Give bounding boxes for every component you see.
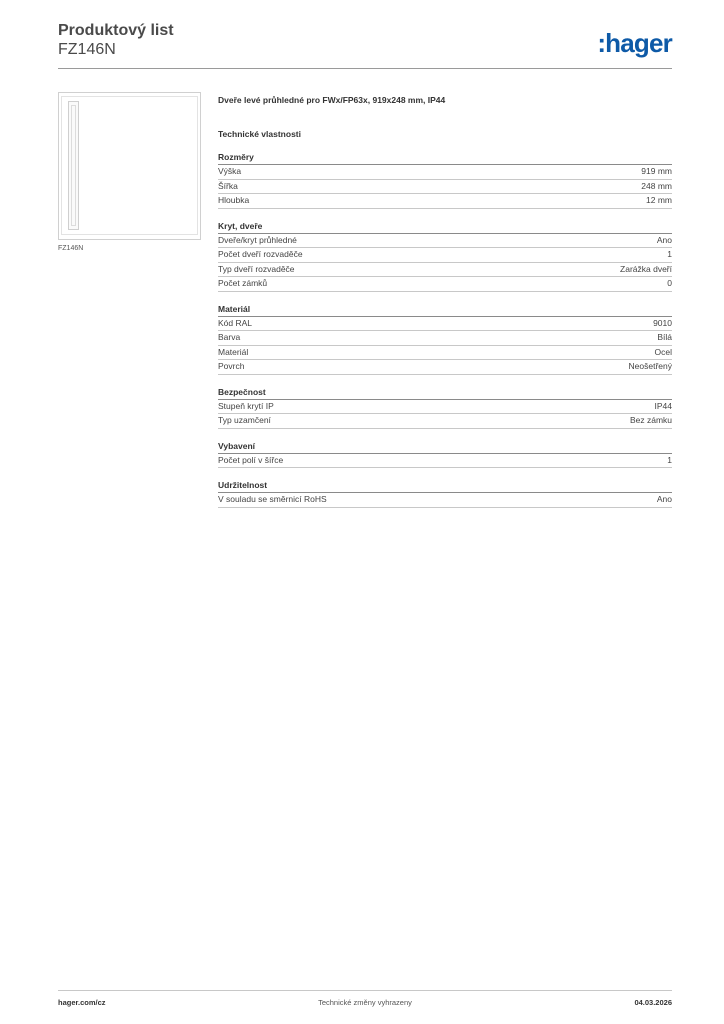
- spec-value: 1: [667, 454, 672, 465]
- product-description: Dveře levé průhledné pro FWx/FP63x, 919x248 mm, IP44: [218, 95, 446, 105]
- page-header: [58, 22, 672, 68]
- spec-section: [218, 441, 672, 469]
- spec-row: [218, 248, 672, 263]
- spec-label: Šířka: [218, 180, 238, 191]
- spec-value: 0: [667, 278, 672, 288]
- spec-value: Bílá: [657, 332, 672, 342]
- spec-value: 12 mm: [646, 195, 672, 205]
- spec-section: [218, 221, 672, 292]
- spec-row: [218, 194, 672, 209]
- door-window: [71, 105, 76, 226]
- spec-section-title: Udržitelnost: [218, 480, 672, 493]
- spec-row: [218, 234, 672, 249]
- spec-value: Neošetřený: [628, 361, 672, 371]
- spec-row: [218, 180, 672, 195]
- spec-row: [218, 414, 672, 429]
- spec-row: [218, 346, 672, 361]
- spec-row: [218, 277, 672, 292]
- spec-section: [218, 480, 672, 508]
- spec-section-title: Materiál: [218, 304, 672, 317]
- spec-section-title: Vybavení: [218, 441, 672, 454]
- spec-label: Stupeň krytí IP: [218, 400, 274, 411]
- spec-row: [218, 165, 672, 180]
- spec-row: [218, 454, 672, 469]
- product-image: [58, 92, 201, 240]
- spec-section: [218, 152, 672, 209]
- spec-value: Zarážka dveří: [620, 263, 672, 274]
- spec-value: Ocel: [654, 346, 672, 357]
- hager-logo: :hager: [597, 28, 672, 58]
- footer-divider: [58, 990, 672, 991]
- spec-label: Výška: [218, 166, 242, 176]
- spec-label: Materiál: [218, 346, 249, 357]
- door-panel: [68, 101, 79, 230]
- spec-value: Bez zámku: [629, 415, 672, 425]
- door-frame: [61, 96, 198, 235]
- spec-section: [218, 304, 672, 375]
- product-code: FZ146N: [58, 41, 116, 58]
- spec-label: Počet zámků: [218, 278, 268, 288]
- spec-label: Barva: [218, 332, 241, 342]
- spec-label: V souladu se směrnicí RoHS: [218, 494, 327, 504]
- footer-disclaimer: Technické změny vyhrazeny: [318, 998, 412, 1007]
- spec-row: [218, 493, 672, 508]
- spec-row: [218, 317, 672, 332]
- spec-label: Kód RAL: [218, 317, 253, 328]
- footer-website[interactable]: hager.com/cz: [58, 998, 106, 1007]
- spec-label: Dveře/kryt průhledné: [218, 234, 297, 245]
- spec-label: Počet polí v šířce: [218, 454, 284, 465]
- header-divider: [58, 68, 672, 69]
- spec-row: [218, 263, 672, 278]
- spec-label: Hloubka: [218, 195, 250, 205]
- spec-row: [218, 400, 672, 415]
- spec-value: 248 mm: [641, 180, 672, 191]
- spec-section-title: Kryt, dveře: [218, 221, 672, 234]
- technical-properties-heading: Technické vlastnosti: [218, 129, 301, 139]
- image-caption: FZ146N: [58, 245, 84, 252]
- document-title: Produktový list: [58, 22, 174, 39]
- spec-label: Povrch: [218, 361, 245, 371]
- spec-label: Typ uzamčení: [218, 415, 271, 425]
- spec-label: Počet dveří rozvaděče: [218, 249, 303, 259]
- product-details: [218, 95, 672, 508]
- footer-date: 04.03.2026: [634, 998, 672, 1007]
- spec-value: IP44: [654, 400, 672, 411]
- spec-section-title: Rozměry: [218, 152, 672, 165]
- spec-section-title: Bezpečnost: [218, 387, 672, 400]
- spec-row: [218, 331, 672, 346]
- spec-value: 919 mm: [641, 166, 672, 176]
- spec-row: [218, 360, 672, 375]
- spec-value: Ano: [656, 494, 672, 504]
- spec-section: [218, 387, 672, 429]
- spec-label: Typ dveří rozvaděče: [218, 263, 295, 274]
- spec-value: 1: [667, 249, 672, 259]
- spec-sections: [218, 152, 672, 508]
- spec-value: 9010: [653, 317, 672, 328]
- spec-value: Ano: [656, 234, 672, 245]
